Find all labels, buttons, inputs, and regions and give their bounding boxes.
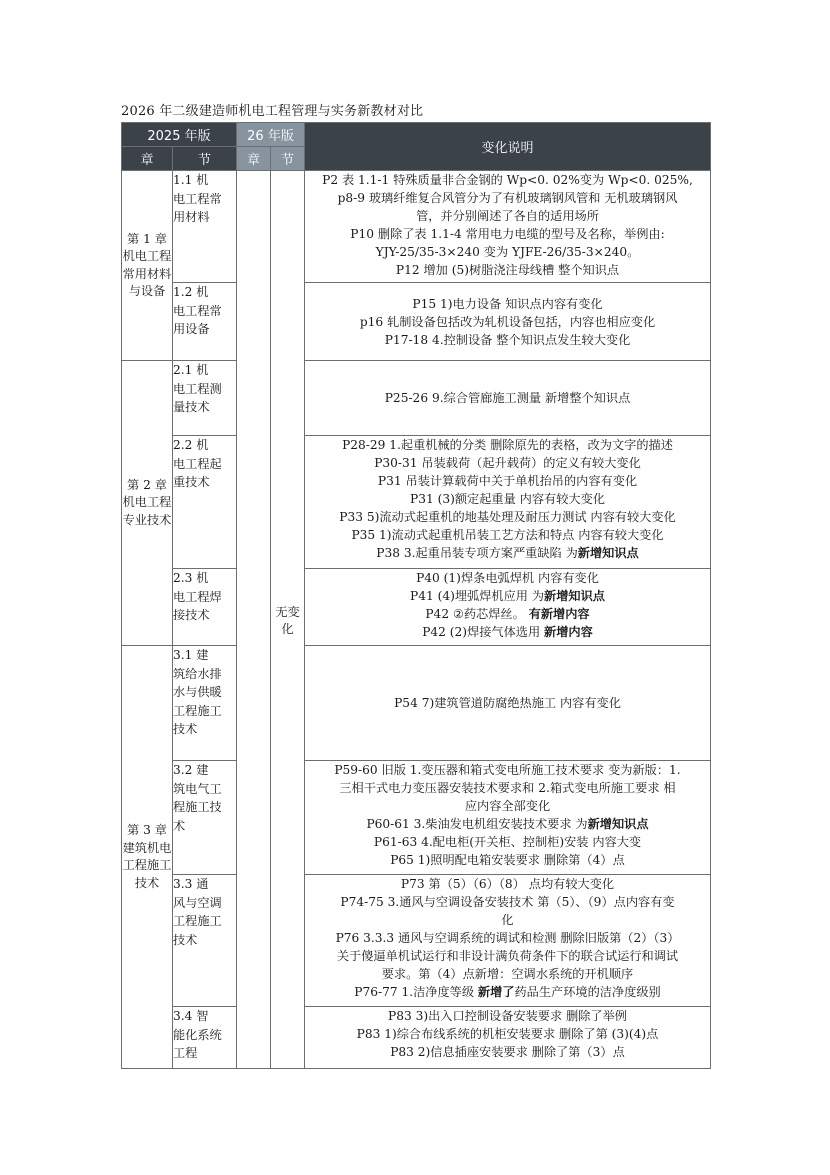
header-2026-edition: 26 年版	[237, 123, 305, 147]
table-row	[122, 875, 711, 1007]
change-text: 化	[501, 913, 514, 927]
change-highlight: 新增知识点	[587, 817, 649, 831]
change-text: 三相干式电力变压器安装技术要求和 2.箱式变电所施工要求 相	[339, 781, 676, 795]
section-label-line: 量技术	[173, 400, 210, 414]
section-label-line: 3.4 智	[173, 1009, 209, 1023]
section-cell	[173, 361, 237, 436]
change-text: 应内容全部变化	[464, 799, 551, 813]
section-label-line: 工程	[173, 1046, 198, 1060]
section-label-line: 筑给水排	[173, 666, 222, 681]
change-highlight: 新增知识点	[544, 589, 605, 603]
change-line	[305, 454, 710, 472]
change-line	[305, 929, 710, 947]
change-text: 要求。第（4）点新增：空调水系统的开机顺序	[381, 967, 634, 981]
change-line	[305, 389, 710, 407]
change-line	[305, 893, 710, 911]
change-text: YJY-25/35-3×240 变为 YJFE-26/35-3×240。	[375, 245, 640, 259]
section-label-line: 程施工技	[173, 800, 222, 814]
change-text: P38 3.起重吊装专项方案严重缺陷 为	[376, 546, 578, 560]
change-text: P17-18 4.控制设备 整个知识点发生较大变化	[384, 332, 631, 347]
section-label-line: 3.2 建	[173, 763, 209, 777]
change-text: P42 (2)焊接气体选用	[422, 625, 545, 639]
change-text: P28-29 1.起重机械的分类 删除原先的表格，改为文字的描述	[342, 438, 673, 452]
change-line	[305, 983, 710, 1001]
change-line	[305, 472, 710, 490]
change-line	[305, 207, 710, 225]
change-description	[305, 171, 711, 283]
change-text: P33 5)流动式起重机的地基处理及耐压力测试 内容有较大变化	[339, 510, 676, 524]
section-label-line: 筑电气工	[173, 781, 222, 796]
change-description	[305, 1007, 711, 1069]
change-text: P60-61 3.柴油发电机组安装技术要求 为	[366, 817, 588, 831]
change-line	[305, 605, 710, 623]
change-line	[305, 761, 710, 779]
header-change-description: 变化说明	[305, 123, 711, 171]
change-text: P76-77 1.洁净度等级	[354, 985, 478, 999]
table-row	[122, 283, 711, 361]
section-cell	[173, 569, 237, 646]
change-text: P12 增加 (5)树脂浇注母线槽 整个知识点	[395, 263, 620, 277]
change-line	[305, 947, 710, 965]
change-text: P83 3)出入口控制设备安装要求 删除了举例	[388, 1009, 627, 1023]
section-label-line: 电工程常	[173, 303, 222, 318]
section-cell	[173, 171, 237, 283]
change-line	[305, 833, 710, 851]
change-line	[305, 875, 710, 893]
change-line	[305, 797, 710, 815]
change-description	[305, 875, 711, 1007]
change-description	[305, 361, 711, 436]
table-row	[122, 361, 711, 436]
section-label-line: 2.3 机	[173, 571, 209, 585]
change-line	[305, 569, 710, 587]
section-cell	[173, 646, 237, 761]
section-label-line: 风与空调	[173, 895, 222, 910]
section-label-line: 2.1 机	[173, 363, 209, 377]
change-text: P83 2)信息插座安装要求 删除了第（3）点	[390, 1045, 625, 1059]
change-line	[305, 587, 710, 605]
section-label-line: 工程施工	[173, 914, 222, 928]
change-line	[305, 508, 710, 526]
section-label-line: 2.2 机	[173, 438, 209, 452]
section-label-line: 电工程起	[173, 456, 222, 471]
change-line	[305, 694, 710, 712]
change-text: P31 (3)额定起重量 内容有较大变化	[410, 492, 605, 506]
change-line	[305, 1043, 710, 1061]
change-text: P15 1)电力设备 知识点内容有变化	[412, 296, 603, 311]
change-highlight: 新增内容	[544, 625, 593, 639]
change-line	[305, 623, 710, 641]
chapter-cell: 第 2 章机电工程专业技术	[122, 361, 173, 646]
table-row	[122, 1007, 711, 1069]
change-text: p16 轧制设备包括改为轧机设备包括，内容也相应变化	[359, 314, 656, 329]
change-line	[305, 225, 710, 243]
section-label-line: 1.1 机	[173, 173, 209, 187]
section-label-line: 水与供暖	[173, 685, 222, 699]
change-text: P2 表 1.1-1 特殊质量非合金钢的 Wp<0. 02%变为 Wp<0. 025%,	[322, 173, 693, 187]
section-label-line: 技术	[173, 722, 198, 736]
change-description	[305, 283, 711, 361]
section-label-line: 用设备	[173, 322, 210, 336]
change-text: P54 7)建筑管道防腐绝热施工 内容有变化	[394, 696, 621, 710]
chapter-cell: 第 1 章机电工程常用材料与设备	[122, 171, 173, 361]
change-text: P25-26 9.综合管廊施工测量 新增整个知识点	[384, 391, 631, 405]
chapter-cell: 第 3 章建筑机电工程施工技术	[122, 646, 173, 1069]
section-label-line: 术	[173, 818, 186, 833]
change-line	[305, 1025, 710, 1043]
section-cell	[173, 1007, 237, 1069]
change-line	[305, 851, 710, 869]
section-label-line: 3.1 建	[173, 648, 209, 662]
section-label-line: 用材料	[173, 210, 210, 224]
change-highlight: 有新增内容	[528, 607, 590, 621]
change-line	[305, 779, 710, 797]
change-line	[305, 261, 710, 279]
change-line	[305, 243, 710, 261]
table-row	[122, 171, 711, 283]
section-label-line: 电工程焊	[173, 589, 222, 604]
document-title: 2026 年二级建造师机电工程管理与实务新教材对比	[121, 104, 424, 119]
change-text: P35 1)流动式起重机吊装工艺方法和特点 内容有较大变化	[351, 528, 664, 542]
change-line	[305, 526, 710, 544]
section-label-line: 接技术	[173, 608, 210, 622]
section-label-line: 工程施工	[173, 703, 222, 718]
section-label-line: 电工程常	[173, 191, 222, 206]
section-cell	[173, 283, 237, 361]
change-text: p8-9 玻璃纤维复合风管分为了有机玻璃钢风管和 无机玻璃钢风	[337, 191, 678, 205]
change-text: P31 吊装计算载荷中关于单机抬吊的内容有变化	[377, 474, 638, 488]
change-text: 管，并分别阐述了各自的适用场所	[416, 209, 599, 223]
change-highlight: 新增了	[477, 985, 515, 999]
change-line	[305, 189, 710, 207]
change-highlight: 新增知识点	[577, 546, 639, 560]
change-text: P40 (1)焊条电弧焊机 内容有变化	[416, 571, 599, 585]
change-text: P73 第（5）（6）（8） 点均有较大变化	[400, 877, 615, 891]
change-text: P42 ②药芯焊丝。	[425, 607, 529, 621]
header-2025-edition: 2025 年版	[122, 123, 237, 147]
section-label-line: 3.3 通	[173, 877, 209, 891]
section-label-line: 电工程测	[173, 381, 222, 396]
change-text: 药品生产环境的洁净度级别	[514, 985, 661, 999]
change-line	[305, 295, 710, 313]
change-text: P10 删除了表 1.1-4 常用电力电缆的型号及名称，举例由:	[350, 227, 665, 241]
chapter-2026-cell	[237, 171, 271, 1069]
change-description	[305, 436, 711, 569]
section-label-line: 重技术	[173, 475, 210, 489]
change-line	[305, 331, 710, 349]
change-line	[305, 1007, 710, 1025]
change-line	[305, 490, 710, 508]
change-description	[305, 569, 711, 646]
change-line	[305, 313, 710, 331]
header-chapter-2026: 章	[237, 147, 271, 171]
change-text: P74-75 3.通风与空调设备安装技术 第（5）、（9）点内容有变	[340, 895, 675, 909]
table-row	[122, 436, 711, 569]
section-label-line: 技术	[173, 932, 198, 947]
change-line	[305, 544, 710, 562]
section-label-line: 能化系统	[173, 1027, 222, 1042]
change-line	[305, 815, 710, 833]
table-row	[122, 569, 711, 646]
change-text: P83 1)综合布线系统的机柜安装要求 删除了第 (3)(4)点	[356, 1027, 659, 1041]
change-line	[305, 436, 710, 454]
no-change-cell: 无变化	[271, 171, 305, 1069]
header-chapter-2025: 章	[122, 147, 173, 171]
change-text: P76 3.3.3 通风与空调系统的调试和检测 删除旧版第（2）（3）	[335, 931, 680, 945]
header-section-2026: 节	[271, 147, 305, 171]
change-description	[305, 646, 711, 761]
table-row	[122, 761, 711, 875]
section-cell	[173, 436, 237, 569]
section-label-line: 1.2 机	[173, 285, 209, 299]
change-description	[305, 761, 711, 875]
change-text: P61-63 4.配电柜(开关柜、控制柜)安装 内容大变	[373, 835, 642, 849]
change-text: P59-60 旧版 1.变压器和箱式变电所施工技术要求 变为新版：1.	[334, 763, 681, 777]
change-text: P30-31 吊装载荷（起升载荷）的定义有较大变化	[374, 456, 641, 470]
table-row	[122, 646, 711, 761]
change-line	[305, 911, 710, 929]
change-text: P41 (4)埋弧焊机应用 为	[410, 589, 545, 603]
change-text: 关于傻逼单机试运行和非设计满负荷条件下的联合试运行和调试	[336, 949, 679, 963]
header-row-1	[122, 123, 711, 147]
change-line	[305, 965, 710, 983]
section-cell	[173, 875, 237, 1007]
header-section-2025: 节	[173, 147, 237, 171]
change-line	[305, 171, 710, 189]
change-text: P65 1)照明配电箱安装要求 删除第（4）点	[390, 853, 625, 867]
section-cell	[173, 761, 237, 875]
comparison-table	[121, 122, 711, 1069]
